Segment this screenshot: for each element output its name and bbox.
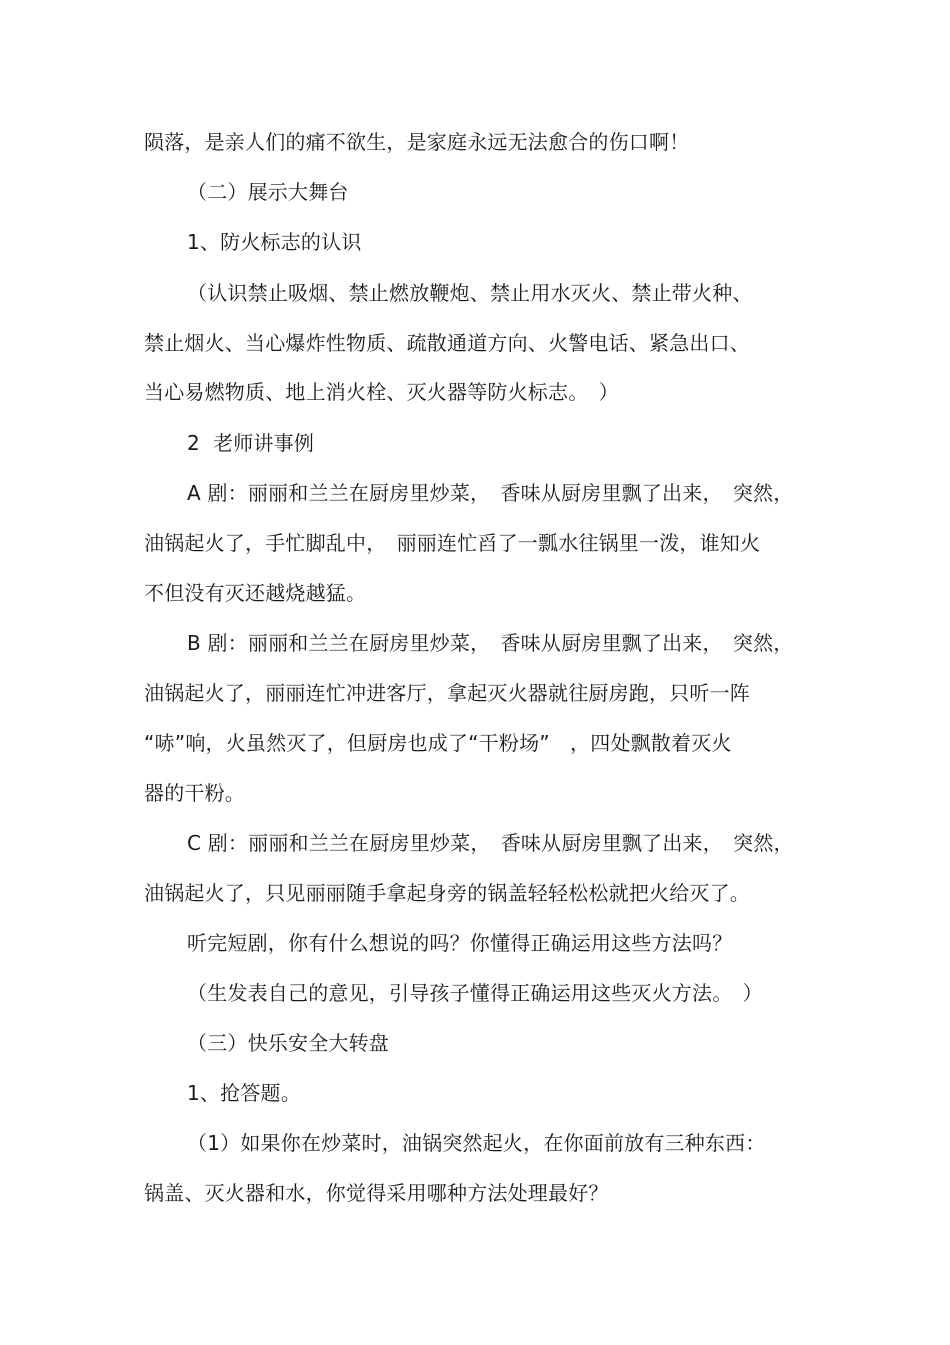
text-line: 器的干粉。 [144,781,245,805]
text-line: （认识禁止吸烟、禁止燃放鞭炮、禁止用水灭火、禁止带火种、 [187,281,753,305]
text-line: 锅盖、灭火器和水，你觉得采用哪种方法处理最好？ [144,1181,609,1205]
subsection-heading: 1、抢答题。 [187,1081,301,1105]
text-line: 当心易燃物质、地上消火栓、灭火器等防火标志。 ） [144,380,619,404]
section-heading: （二）展示大舞台 [187,180,349,204]
subsection-heading: 1、防火标志的认识 [187,230,362,254]
text-line: 油锅起火了，手忙脚乱中， 丽丽连忙舀了一瓢水往锅里一泼，谁知火 [144,531,761,555]
text-line: 听完短剧，你有什么想说的吗？你懂得正确运用这些方法吗？ [187,931,733,955]
text-line: （生发表自己的意见，引导孩子懂得正确运用这些灭火方法。 ） [187,981,763,1005]
text-line: （1）如果你在炒菜时，油锅突然起火，在你面前放有三种东西： [187,1131,766,1155]
text-line: 油锅起火了，只见丽丽随手拿起身旁的锅盖轻轻松松就把火给灭了。 [144,881,750,905]
subsection-heading: 2 老师讲事例 [187,431,315,455]
text-line: C 剧：丽丽和兰兰在厨房里炒菜， 香味从厨房里飘了出来， 突然， [187,831,794,855]
text-line: 陨落，是亲人们的痛不欲生，是家庭永远无法愈合的伤口啊！ [144,130,690,154]
text-line: A 剧：丽丽和兰兰在厨房里炒菜， 香味从厨房里飘了出来， 突然， [187,481,794,505]
text-line: “哧”响，火虽然灭了，但厨房也成了“干粉场” ，四处飘散着灭火 [144,731,732,755]
section-heading: （三）快乐安全大转盘 [187,1031,389,1055]
text-line: 油锅起火了，丽丽连忙冲进客厅，拿起灭火器就往厨房跑，只听一阵 [144,681,750,705]
text-line: 不但没有灭还越烧越猛。 [144,581,367,605]
text-line: 禁止烟火、当心爆炸性物质、疏散通道方向、火警电话、紧急出口、 [144,331,750,355]
text-line: B 剧：丽丽和兰兰在厨房里炒菜， 香味从厨房里飘了出来， 突然， [187,631,794,655]
